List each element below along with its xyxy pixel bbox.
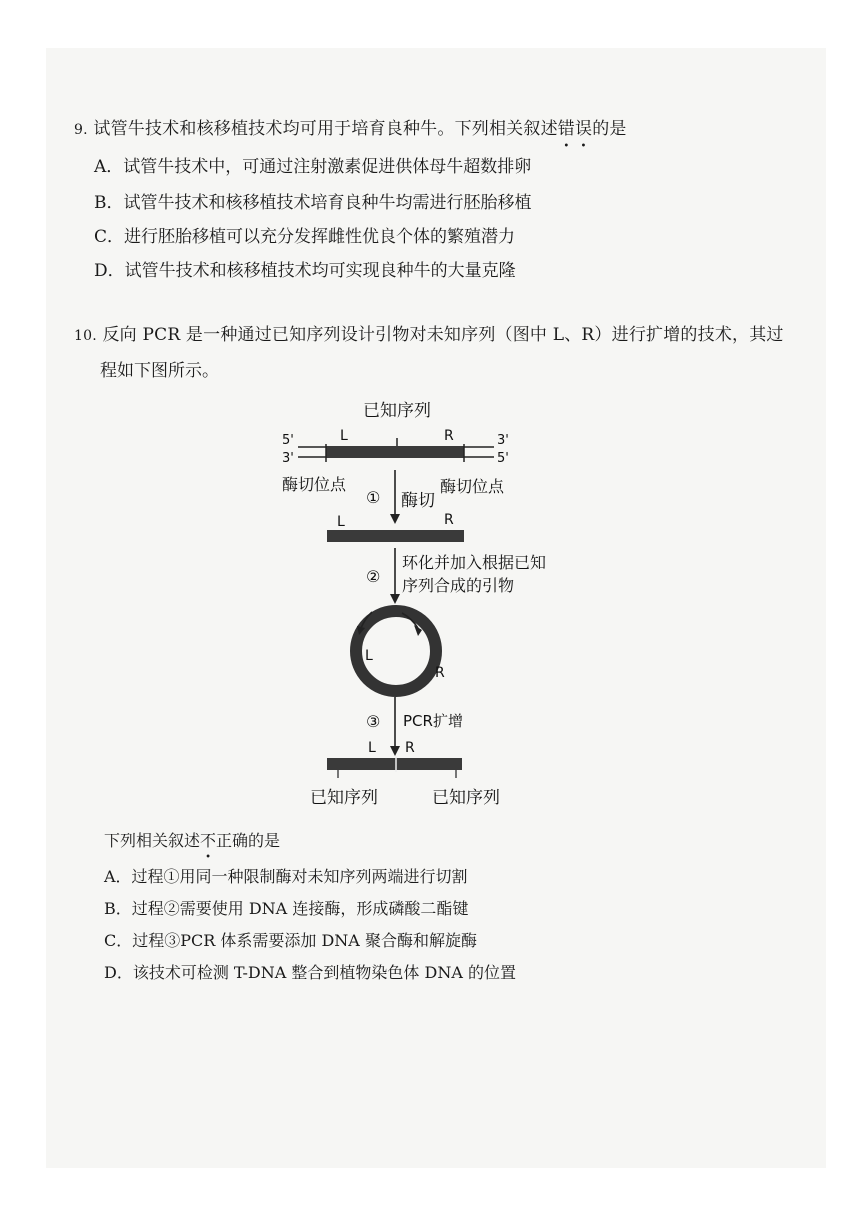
q10-stem-text: 反向 PCR 是一种通过已知序列设计引物对未知序列（图中 L、R）进行扩增的技术，其过 [102,325,784,345]
circle-L-label: L [365,648,373,664]
bottom-R-label: R [405,740,415,756]
top-five-prime-left: 5' [282,433,294,448]
mid-R-label: R [444,512,454,528]
q9-option-c: C．进行胚胎移植可以充分发挥雌性优良个体的繁殖潜力 [94,227,516,247]
q10-stem-line2: 程如下图所示。 [100,361,219,381]
q9-stem-emph-2: 误 [574,119,593,139]
q9-number: 9. [74,122,88,138]
q10-question-post: 正确的是 [216,831,281,850]
q10-question-emph: 不 [200,831,217,850]
q10-option-b: B．过程②需要使用 DNA 连接酶，形成磷酸二酯键 [104,899,469,918]
step3-label: PCR扩增 [403,712,463,730]
q10-stem-line1 [74,320,784,345]
q9-stem-post: 的是 [592,119,627,139]
top-three-prime-left: 3' [282,451,294,466]
cut-site-label-left: 酶切位点 [282,475,347,494]
q9-option-a: A．试管牛技术中，可通过注射激素促进供体母牛超数排卵 [94,157,532,177]
mid-L-label: L [337,514,345,530]
step3-number: ③ [366,712,381,731]
known-seq-label-top: 已知序列 [363,401,431,421]
bottom-known-seq-left: 已知序列 [310,788,378,808]
q9-stem [74,114,627,139]
q10-option-d: D．该技术可检测 T-DNA 整合到植物染色体 DNA 的位置 [104,963,516,982]
step1-label: 酶切 [401,491,435,511]
q9-option-d: D．试管牛技术和核移植技术均可实现良种牛的大量克隆 [94,261,516,281]
top-three-prime-right: 3' [497,433,509,448]
top-L-label: L [340,428,348,444]
step2-number: ② [366,567,381,586]
top-five-prime-right: 5' [497,451,509,466]
cut-site-label-right: 酶切位点 [440,477,505,496]
paper-background [46,48,826,1168]
q9-stem-emph-1: 错 [557,119,575,139]
q10-number: 10. [74,328,97,344]
q10-option-a: A．过程①用同一种限制酶对未知序列两端进行切割 [104,867,468,886]
q9-stem-pre: 试管牛技术和核移植技术均可用于培育良种牛。下列相关叙述 [93,119,558,139]
q10-question-pre: 下列相关叙述 [104,831,201,850]
q10-question [104,828,280,851]
bottom-known-seq-right: 已知序列 [432,788,500,808]
circle-R-label: R [435,665,445,681]
step2-label-line1: 环化并加入根据已知 [402,553,547,572]
step1-number: ① [366,488,381,507]
bottom-L-label: L [368,740,376,756]
q10-option-c: C．过程③PCR 体系需要添加 DNA 聚合酶和解旋酶 [104,931,477,950]
top-R-label: R [444,428,454,444]
q9-option-b: B．试管牛技术和核移植技术培育良种牛均需进行胚胎移植 [94,193,532,213]
step2-label-line2: 序列合成的引物 [402,576,515,595]
